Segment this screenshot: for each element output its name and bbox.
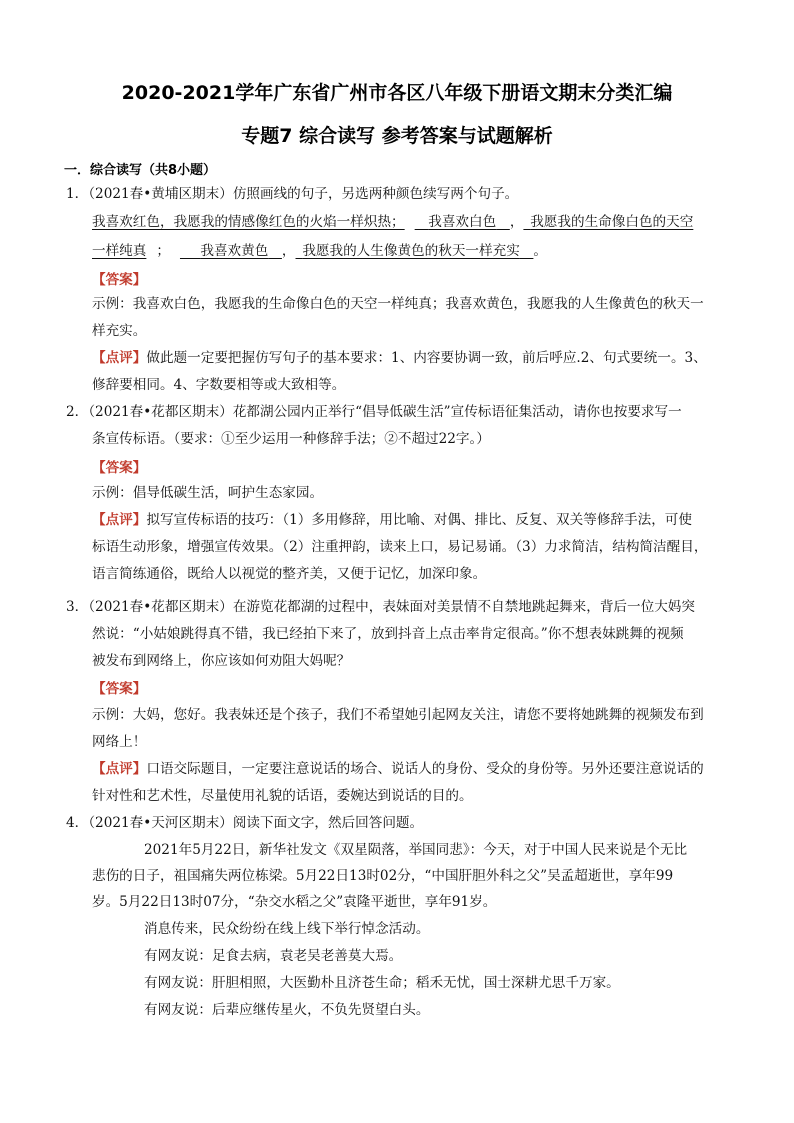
question-text: 然说：“小姑娘跳得真不错，我已经拍下来了，放到抖音上点击率肯定很高。”你不想表妹跳舞的视频 (92, 626, 684, 642)
question-3-stem: 3．（2021春•花都区期末）在游览花都湖的过程中，表妹面对美景情不自禁地跳起舞来，背后一位大妈突 (66, 599, 695, 615)
document-title: 2020-2021学年广东省广州市各区八年级下册语文期末分类汇编 (121, 82, 673, 104)
answer-text: 示例：大妈，您好。我表妹还是个孩子，我们不希望她引起网友关注，请您不要将她跳舞的视频发布到 (92, 707, 704, 723)
question-4-stem: 4．（2021春•天河区期末）阅读下面文字，然后回答问题。 (66, 815, 424, 831)
question-text: 条宣传标语。（要求：①至少运用一种修辞手法；②不超过22字。） (92, 431, 490, 447)
question-number: 1． (66, 186, 89, 202)
passage-text: 岁。5月22日13时07分，“杂交水稻之父”袁隆平逝世，享年91岁。 (92, 894, 497, 910)
passage-text: 有网友说：足食去病，袁老吴老善莫大焉。 (144, 948, 403, 964)
passage-text: 悲伤的日子，祖国痛失两位栋梁。5月22日13时02分，“中国肝胆外科之父”吴孟超逝世，享年99 (92, 868, 674, 884)
passage-text: 2021年5月22日，新华社发文《双星陨落，举国同悲》：今天，对于中国人民来说是个无比 (144, 842, 688, 858)
comment-text: 修辞要相同。4、字数要相等或大致相等。 (92, 377, 346, 393)
comment-text: 语言简练通俗，既给人以视觉的整齐美，又便于记忆，加深印象。 (92, 566, 487, 582)
section-heading: 一．综合读写（共8小题） (64, 163, 217, 178)
blank-answer-2: 我愿我的生命像白色的天空 (530, 214, 694, 230)
answer-text: 样充实。 (92, 323, 147, 339)
punctuation: ； (156, 243, 170, 259)
question-number: 3． (66, 599, 89, 615)
passage-text: 有网友说：后辈应继传星火，不负先贤望白头。 (144, 1002, 430, 1018)
blank-answer-1: 我喜欢白色 (428, 214, 497, 230)
underlined-model-sentence: 我喜欢红色，我愿我的情感像红色的火焰一样炽热； (92, 214, 405, 230)
comment-tag: 【点评】 (92, 761, 147, 777)
question-text: （2021春•黄埔区期末）仿照画线的句子，另选两种颜色续写两个句子。 (88, 186, 519, 202)
answer-tag: 【答案】 (92, 272, 147, 288)
comment-text: 针对性和艺术性，尽量使用礼貌的话语，委婉达到说话的目的。 (92, 788, 473, 804)
punctuation: ， (281, 243, 296, 259)
question-text: 被发布到网络上，你应该如何劝阻大妈呢？ (92, 653, 351, 669)
question-number: 2． (66, 404, 89, 420)
answer-tag: 【答案】 (92, 681, 147, 697)
comment-text: 标语生动形象，增强宣传效果。（2）注重押韵，读来上口，易记易诵。（3）力求简洁，结构简洁醒目， (92, 539, 708, 555)
comment-tag: 【点评】 (92, 512, 147, 528)
passage-text: 消息传来，民众纷纷在线上线下举行悼念活动。 (144, 921, 430, 937)
blank-answer-4: 我愿我的人生像黄色的秋天一样充实 (302, 243, 520, 259)
answer-tag: 【答案】 (92, 460, 147, 476)
answer-text: 网络上！ (92, 734, 147, 750)
punctuation: ， (509, 214, 524, 230)
question-1-line (92, 212, 693, 232)
document-subtitle: 专题7 综合读写 参考答案与试题解析 (241, 125, 553, 147)
answer-text: 示例：倡导低碳生活，呵护生态家园。 (92, 485, 324, 501)
punctuation: 。 (533, 243, 547, 259)
question-number: 4． (66, 815, 89, 831)
answer-text: 示例：我喜欢白色，我愿我的生命像白色的天空一样纯真；我喜欢黄色，我愿我的人生像黄色的秋天一 (92, 296, 704, 312)
question-1-stem (66, 184, 518, 204)
question-1-line (92, 241, 547, 261)
passage-text: 有网友说：肝胆相照，大医勤朴且济苍生命；稻禾无忧，国士深耕尤思千万家。 (144, 975, 620, 991)
comment-line: 【点评】口语交际题目，一定要注意说话的场合、说话人的身份、受众的身份等。另外还要注意说话的 (92, 761, 704, 777)
comment-tag: 【点评】 (92, 350, 147, 366)
blank-answer-3: 我喜欢黄色 (200, 243, 269, 259)
comment-line: 【点评】拟写宣传标语的技巧：（1）多用修辞，用比喻、对偶、排比、反复、双关等修辞手法，可使 (92, 512, 692, 528)
question-2-stem: 2．（2021春•花都区期末）花都湖公园内正举行“倡导低碳生活”宣传标语征集活动，请你也按要求写一 (66, 404, 682, 420)
blank-answer-2-cont: 一样纯真 (92, 243, 147, 259)
comment-line: 【点评】做此题一定要把握仿写句子的基本要求：1、内容要协调一致，前后呼应.2、句式要统一。3、 (92, 350, 707, 366)
